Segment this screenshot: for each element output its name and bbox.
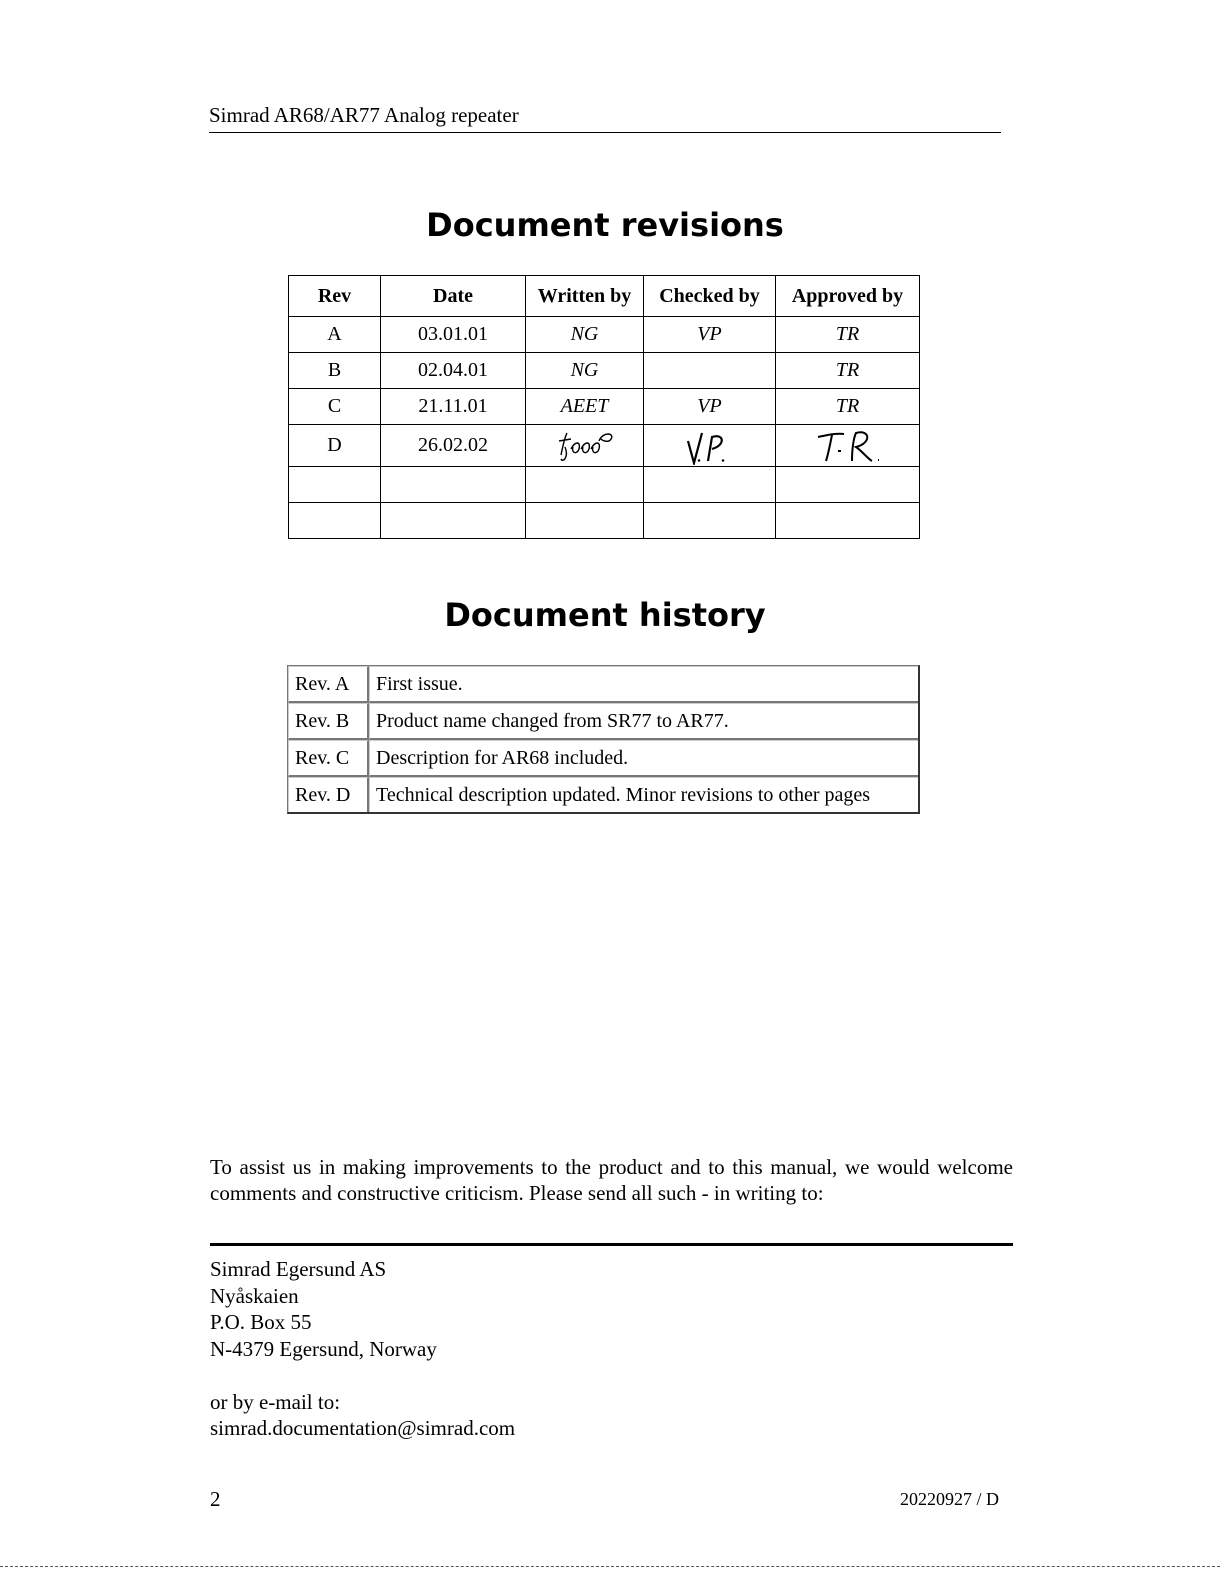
table-row — [289, 317, 920, 353]
col-rev: Rev — [289, 276, 381, 317]
empty-cell — [776, 467, 920, 503]
checked-signature — [644, 425, 776, 467]
city: N-4379 Egersund, Norway — [210, 1336, 437, 1361]
history-text: Product name changed from SR77 to AR77. — [369, 703, 918, 740]
table-row — [288, 777, 918, 812]
revisions-header-row — [289, 276, 920, 317]
date-cell: 21.11.01 — [381, 389, 526, 425]
email-intro: or by e-mail to: — [210, 1389, 341, 1414]
col-written-by: Written by — [526, 276, 644, 317]
revisions-table — [288, 275, 920, 539]
col-checked-by: Checked by — [644, 276, 776, 317]
table-row — [289, 389, 920, 425]
written-cell: NG — [526, 353, 644, 389]
rev-cell: A — [289, 317, 381, 353]
divider — [210, 1243, 1013, 1246]
running-header: Simrad AR68/AR77 Analog repeater — [209, 101, 1001, 133]
signature-checked — [682, 427, 738, 465]
history-rev: Rev. C — [288, 740, 369, 777]
checked-cell — [644, 353, 776, 389]
history-title: Document history — [444, 596, 766, 634]
revisions-title: Document revisions — [426, 206, 784, 244]
company-name: Simrad Egersund AS — [210, 1257, 387, 1281]
empty-cell — [289, 467, 381, 503]
signature-approved — [812, 427, 884, 465]
history-rev: Rev. B — [288, 703, 369, 740]
email-link[interactable]: simrad.documentation@simrad.com — [210, 1416, 516, 1440]
history-text: Technical description updated. Minor revisions to other pages — [369, 777, 918, 812]
date-cell: 03.01.01 — [381, 317, 526, 353]
written-cell: NG — [526, 317, 644, 353]
date-cell: 02.04.01 — [381, 353, 526, 389]
empty-cell — [381, 503, 526, 539]
rev-cell: C — [289, 389, 381, 425]
address-block — [210, 1256, 515, 1442]
approved-cell: TR — [776, 353, 920, 389]
empty-cell — [526, 467, 644, 503]
empty-cell — [644, 467, 776, 503]
page-number: 2 — [210, 1487, 221, 1511]
empty-cell — [381, 467, 526, 503]
approved-signature — [776, 425, 920, 467]
table-row — [289, 425, 920, 467]
table-row — [289, 353, 920, 389]
written-cell: AEET — [526, 389, 644, 425]
rev-cell: D — [289, 425, 381, 467]
history-table — [287, 665, 920, 814]
table-row — [288, 703, 918, 740]
street: Nyåskaien — [210, 1283, 299, 1308]
empty-cell — [526, 503, 644, 539]
written-signature — [526, 425, 644, 467]
col-date: Date — [381, 276, 526, 317]
table-row — [288, 740, 918, 777]
table-row — [289, 467, 920, 503]
empty-cell — [644, 503, 776, 539]
date-cell: 26.02.02 — [381, 425, 526, 467]
approved-cell: TR — [776, 389, 920, 425]
approved-cell: TR — [776, 317, 920, 353]
rev-cell: B — [289, 353, 381, 389]
checked-cell: VP — [644, 317, 776, 353]
page-edge — [0, 1566, 1220, 1567]
empty-cell — [289, 503, 381, 539]
table-row — [288, 666, 918, 703]
history-text: Description for AR68 included. — [369, 740, 918, 777]
checked-cell: VP — [644, 389, 776, 425]
history-rev: Rev. D — [288, 777, 369, 812]
history-rev: Rev. A — [288, 666, 369, 703]
spacer — [210, 1362, 515, 1389]
signature-written — [553, 427, 617, 465]
po-box: P.O. Box 55 — [210, 1310, 312, 1334]
col-approved-by: Approved by — [776, 276, 920, 317]
feedback-paragraph: To assist us in making improvements to the product and to this manual, we would welcome comments and constructive criticism. Please send all such - in writing to: — [210, 1155, 1013, 1205]
empty-cell — [776, 503, 920, 539]
document-code: 20220927 / D — [900, 1489, 999, 1509]
history-text: First issue. — [369, 666, 918, 703]
table-row — [289, 503, 920, 539]
